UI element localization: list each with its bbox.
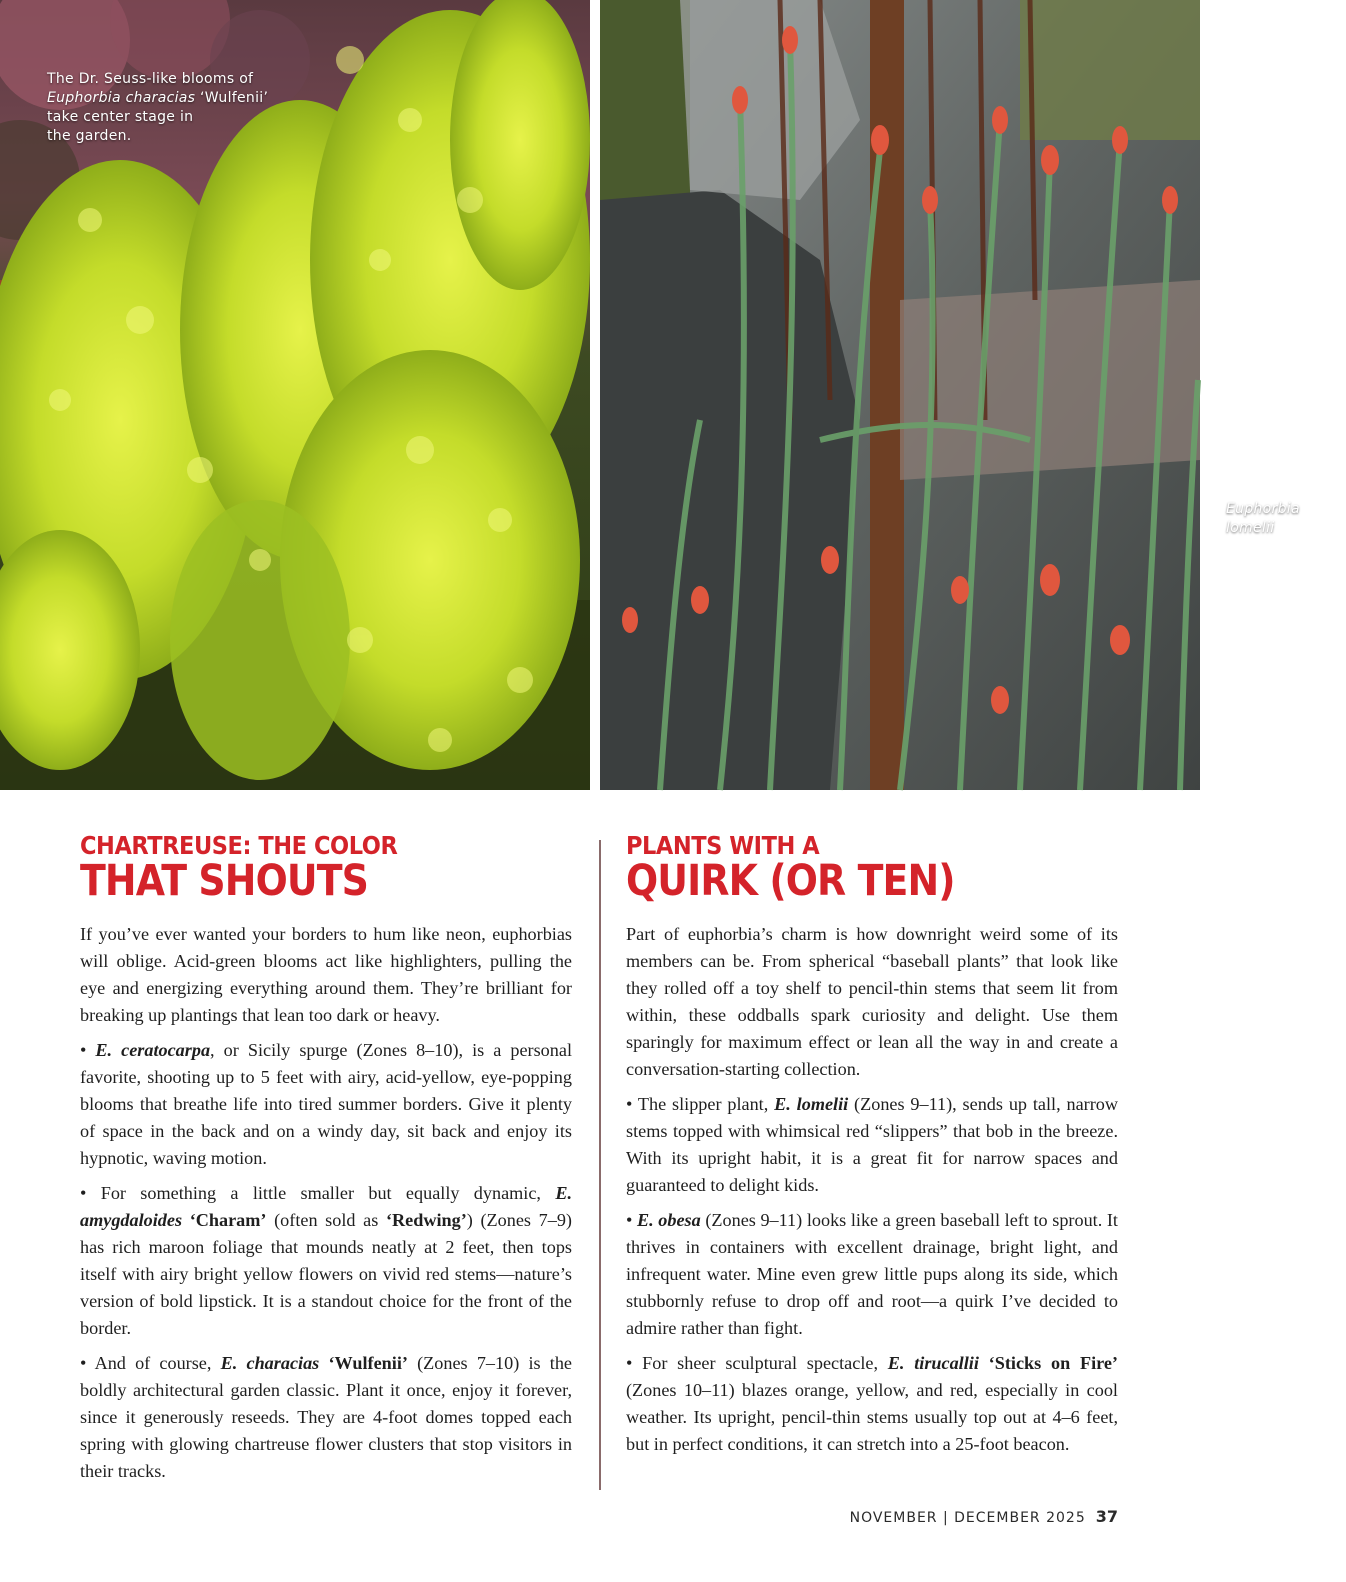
- plant-description: , or Sicily spurge (Zones 8–10), is a personal favorite, shooting up to 5 feet with airy, acid-yellow, eye-popping blooms that breathe life into tired summer borders. Give it plenty of space in the back and on a windy day, sit back and enjoy its hypnotic, waving motion.: [80, 1040, 572, 1168]
- caption-species: Euphorbia characias: [47, 90, 196, 106]
- cultivar-name: ‘Sticks on Fire’: [978, 1353, 1118, 1373]
- bullet: •: [80, 1040, 96, 1060]
- plant-name: E. tirucallii: [887, 1353, 979, 1373]
- plant-entry-tirucallii: [626, 1350, 1118, 1458]
- bullet: •: [626, 1353, 643, 1373]
- entry-lead: For sheer sculptural spectacle,: [642, 1353, 888, 1373]
- intro-paragraph: Part of euphorbia’s charm is how downright weird some of its members can be. From spherical “baseball plants” that look like they rolled off a toy shelf to pencil-thin stems that seem lit from within, these oddballs spark curiosity and delight. Use them sparingly for maximum effect or lean all the way in and create a conversation-starting collection.: [626, 924, 1118, 1079]
- plant-entry-amygdaloides: [80, 1180, 572, 1342]
- plant-description: (Zones 10–11) blazes orange, yellow, and red, especially in cool weather. Its upright, pencil-thin stems usually top out at 4–6 feet, but in perfect conditions, it can stretch into a 25-foot beacon.: [626, 1380, 1118, 1454]
- plant-name: E. obesa: [636, 1210, 701, 1230]
- page-number: 37: [1095, 1507, 1118, 1526]
- caption-genus: Euphorbia: [1226, 501, 1300, 517]
- plant-description: (Zones 9–11) looks like a green baseball left to sprout. It thrives in containers with excellent drainage, bright light, and infrequent water. Mine even grew little pups along its side, which stubbornly refuse to drop off and root—a quirk I’ve decided to admire rather than fight.: [626, 1210, 1118, 1338]
- plant-description: ) (Zones 7–9) has rich maroon foliage that mounds neatly at 2 feet, then tops itself with airy bright yellow flowers on vivid red stems—nature’s version of bold lipstick. It is a standout choice for the front of the border.: [80, 1210, 572, 1338]
- plant-description: (Zones 9–11), sends up tall, narrow stems topped with whimsical red “slippers” that bob in the breeze. With its upright habit, it is a great fit for narrow spaces and guaranteed to delight kids.: [626, 1094, 1118, 1195]
- photo-band: [0, 0, 1300, 790]
- caption-line-3: take center stage in: [47, 109, 194, 125]
- caption-cultivar: ‘Wulfenii’: [195, 90, 269, 106]
- plant-description: (Zones 7–10) is the boldly architectural garden classic. Plant it once, enjoy it forever, since it generously reseeds. They are 4-foot domes topped each spring with glowing chartreuse flower clusters that stop visitors in their tracks.: [80, 1353, 572, 1481]
- bullet: •: [626, 1210, 637, 1230]
- alt-cultivar-name: ‘Redwing’: [385, 1210, 467, 1230]
- plant-name: E. ceratocarpa: [95, 1040, 211, 1060]
- plant-entry-obesa: [626, 1207, 1118, 1342]
- article-column-chartreuse: [80, 833, 572, 1493]
- plant-entry-lomelii: [626, 1091, 1118, 1199]
- plant-name: E. lomelii: [774, 1094, 849, 1114]
- column-divider: [599, 840, 601, 1490]
- caption-species: lomelii: [1226, 520, 1275, 536]
- plant-entry-ceratocarpa: [80, 1037, 572, 1172]
- article-column-quirk: [626, 833, 1118, 1466]
- bullet: •: [626, 1094, 638, 1114]
- photo-euphorbia-characias: [0, 0, 590, 790]
- issue-date: NOVEMBER | DECEMBER 2025: [849, 1510, 1086, 1526]
- entry-lead: And of course,: [94, 1353, 221, 1373]
- cultivar-name: ‘Wulfenii’: [319, 1353, 408, 1373]
- caption-line-4: the garden.: [47, 128, 132, 144]
- entry-mid: (often sold as: [266, 1210, 386, 1230]
- cultivar-name: ‘Charam’: [182, 1210, 267, 1230]
- section-kicker: CHARTREUSE: THE COLOR: [80, 831, 398, 860]
- photo-euphorbia-lomelii: [600, 0, 1300, 790]
- page-folio: [850, 1507, 1118, 1526]
- plant-name: E. characias: [220, 1353, 320, 1373]
- intro-paragraph: If you’ve ever wanted your borders to hum like neon, euphorbias will oblige. Acid-green blooms act like highlighters, pulling the eye and energizing everything around them. They’re brilliant for breaking up plantings that lean too dark or heavy.: [80, 924, 572, 1025]
- entry-lead: The slipper plant,: [637, 1094, 775, 1114]
- bullet: •: [80, 1353, 95, 1373]
- entry-lead: For something a little smaller but equally dynamic,: [100, 1183, 556, 1203]
- section-headline: QUIRK (OR TEN): [626, 856, 955, 906]
- photo-caption-lomelii: [1226, 500, 1346, 538]
- plant-name: E. amygdaloides: [80, 1183, 572, 1230]
- section-headline: THAT SHOUTS: [80, 856, 369, 906]
- photo-caption-characias: [47, 70, 277, 146]
- bullet: •: [80, 1183, 101, 1203]
- section-kicker: PLANTS WITH A: [626, 831, 820, 860]
- plant-entry-characias: [80, 1350, 572, 1485]
- photo-euphorbia-lomelii-image: [600, 0, 1200, 790]
- caption-line-1: The Dr. Seuss-like blooms of: [47, 71, 254, 87]
